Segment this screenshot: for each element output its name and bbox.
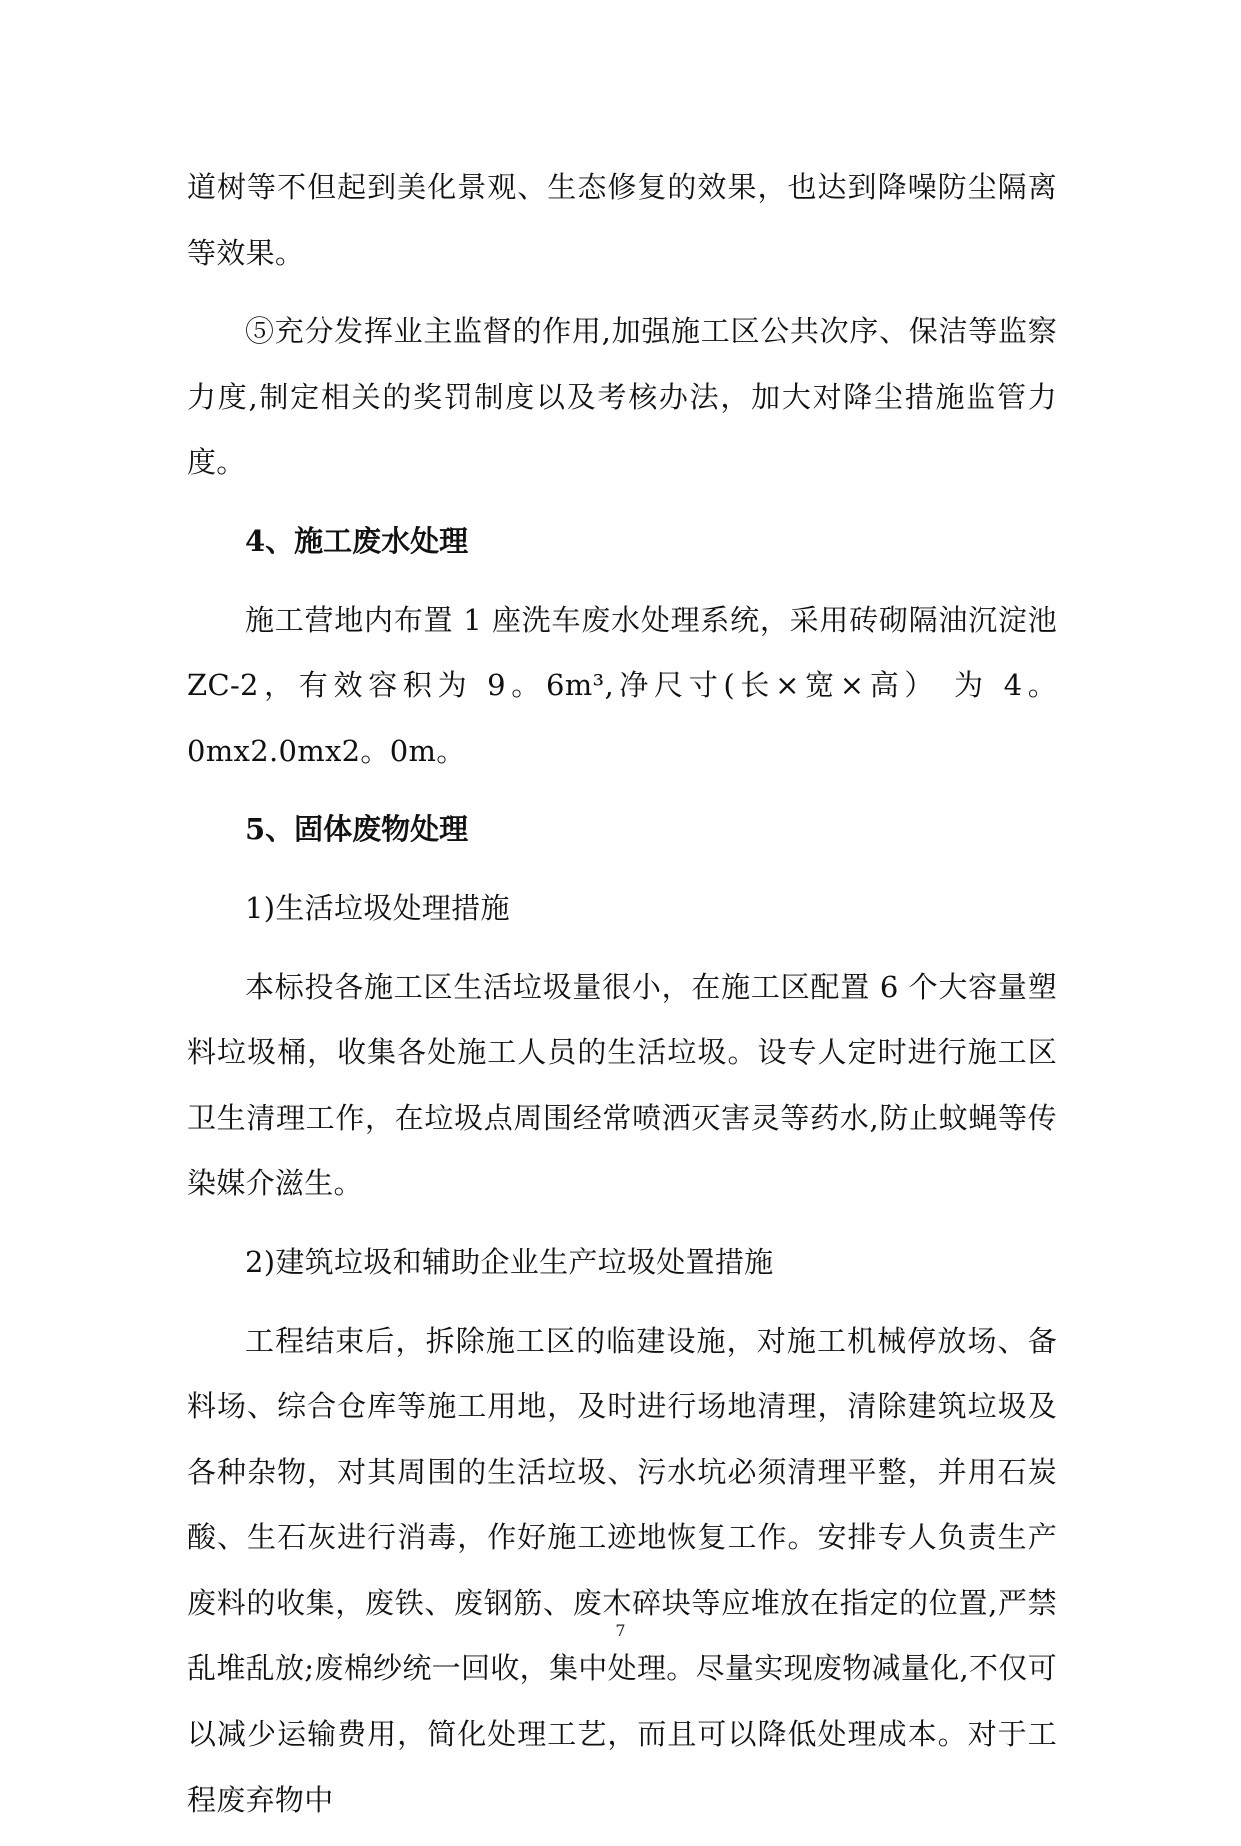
paragraph-continuation: 道树等不但起到美化景观、生态修复的效果，也达到降噪防尘隔离等效果。 [187,170,1057,270]
subheading-domestic-waste: 1)生活垃圾处理措施 [245,890,510,925]
paragraph-supervision: ⑤充分发挥业主监督的作用,加强施工区公共次序、保洁等监察力度,制定相关的奖罚制度以及考核办法，加大对降尘措施监管力度。 [187,314,1057,480]
section-heading-wastewater: 4、施工废水处理 [245,523,469,558]
subheading-construction-waste: 2)建筑垃圾和辅助企业生产垃圾处置措施 [245,1244,774,1279]
paragraph-construction-waste: 工程结束后，拆除施工区的临建设施，对施工机械停放场、备料场、综合仓库等施工用地，及时进行场地清理，清除建筑垃圾及各种杂物，对其周围的生活垃圾、污水坑必须清理平整，并用石炭酸、生石灰进行消毒，作好施工迹地恢复工作。安排专人负责生产废料的收集，废铁、废钢筋、废木碎块等应堆放在指定的位置,严禁乱堆乱放;废棉纱统一回收，集中处理。尽量实现废物减量化,不仅可以减少运输费用，简化处理工艺，而且可以降低处理成本。对于工程废弃物中 [187,1323,1057,1817]
document-body [187,155,1057,1846]
paragraph-wastewater: 施工营地内布置 1 座洗车废水处理系统，采用砖砌隔油沉淀池 ZC-2，有效容积为 9。6m³,净尺寸(长×宽×高） 为 4。0mx2.0mx2。0m。 [187,602,1057,768]
page-number: 7 [615,1621,626,1640]
paragraph-domestic-waste: 本标投各施工区生活垃圾量很小，在施工区配置 6 个大容量塑料垃圾桶，收集各处施工人员的生活垃圾。设专人定时进行施工区卫生清理工作，在垃圾点周围经常喷洒灭害灵等药水,防止蚊蝇等传染媒介滋生。 [187,969,1057,1201]
section-heading-solid-waste: 5、固体废物处理 [245,812,469,847]
